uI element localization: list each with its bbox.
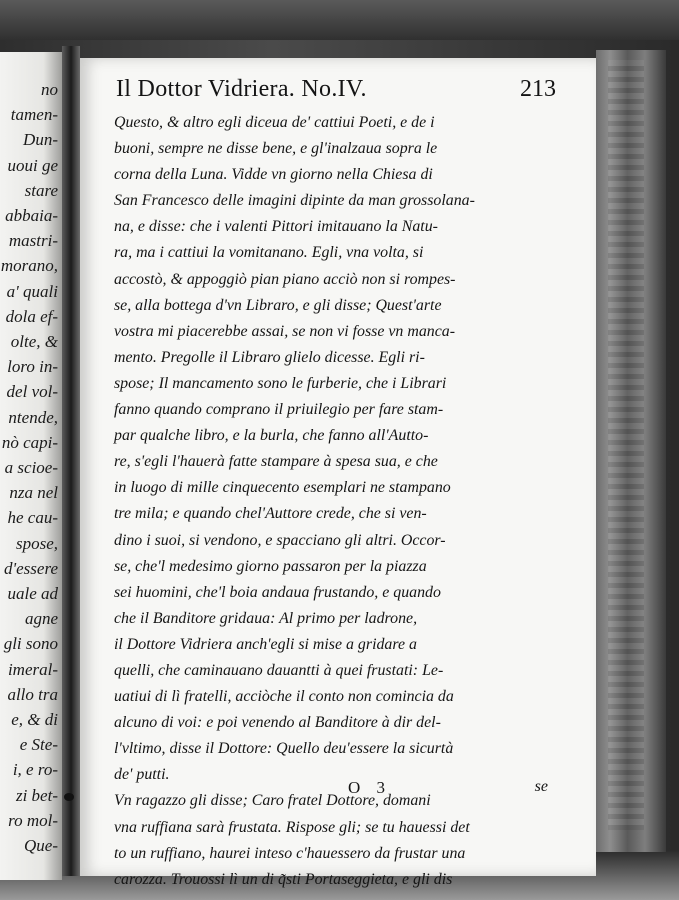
left-page-line: no [41, 80, 58, 99]
left-page-line: ro mol- [8, 810, 58, 830]
text-line: se, che'l medesimo giorno passaron per la piazza [114, 557, 427, 575]
left-page-line: mastri- [8, 231, 58, 251]
left-page-line: tamen- [10, 105, 58, 125]
left-page-line: morano, [0, 256, 58, 276]
left-page-line: Que- [24, 836, 58, 855]
left-page-line: agne [24, 609, 58, 629]
left-page-line: nò capi- [1, 432, 58, 452]
text-line: alcuno di voi: e poi venendo al Banditore à dir del- [114, 714, 441, 732]
left-page-line: i, e ro- [12, 760, 58, 780]
text-line: se, alla bottega d'vn Libraro, e gli disse; Quest'arte [114, 296, 442, 314]
text-line: to un ruffiano, haurei inteso c'hauessero da frustar una [114, 844, 466, 862]
text-line: corna della Luna. Vidde vn giorno nella Chiesa di [114, 166, 433, 184]
body-text [114, 110, 560, 893]
left-page-line: stare [24, 180, 58, 200]
text-line: Vn ragazzo gli disse; Caro fratel Dottore, domani [114, 792, 431, 810]
text-line: de' putti. [114, 766, 170, 784]
text-line: l'vltimo, disse il Dottore: Quello deu'essere la sicurtà [114, 740, 454, 758]
left-page-line: gli sono [3, 634, 58, 654]
left-page-line: imeral- [7, 659, 58, 679]
text-line: mento. Pregolle il Libraro glielo dicesse. Egli ri- [114, 348, 425, 366]
left-page-line: uoui ge [7, 155, 58, 175]
text-line: ra, ma i cattiui la vomitanano. Egli, vna volta, si [114, 244, 424, 262]
page-footer [114, 778, 560, 804]
text-line: spose; Il mancamento sono le furberie, che i Librari [114, 374, 447, 392]
text-line: uatiui di lì fratelli, acciòche il conto non comincia da [114, 688, 454, 706]
ink-blot [64, 793, 74, 801]
book-gutter [62, 46, 80, 876]
left-page-line: loro in- [7, 357, 58, 377]
catchword: se [534, 778, 548, 795]
text-line: in luogo di mille cinquecento esemplari ne stampano [114, 479, 451, 497]
text-line: quelli, che caminauano dauantti à quei frustati: Le- [114, 661, 444, 679]
text-line: che il Banditore gridaua: Al primo per ladrone, [114, 609, 418, 627]
running-title: Il Dottor Vidriera. No.IV. [116, 76, 367, 102]
left-page-line: he cau- [7, 508, 58, 528]
signature-mark: O 3 [348, 778, 392, 797]
left-page-line: e, & di [11, 710, 58, 729]
text-line: na, e disse: che i valenti Pittori imitauano la Natu- [114, 218, 438, 236]
text-line: par qualche libro, e la burla, che fanno all'Autto- [114, 427, 429, 445]
running-head [116, 76, 556, 110]
page-number: 213 [520, 76, 556, 102]
text-line: re, s'egli l'hauerà fatte stampare à spesa sua, e che [114, 453, 438, 471]
left-page-line: allo tra [7, 684, 58, 704]
left-page-line: a scioe- [4, 458, 58, 477]
left-page-line: d'essere [4, 558, 58, 578]
text-line: carozza. Trouossi lì un di q̃sti Portaseggieta, e gli dis [114, 870, 453, 888]
text-line: fanno quando comprano il priuilegio per fare stam- [114, 401, 444, 419]
left-page-line: zi bet- [15, 785, 58, 805]
left-page-line: nza nel [9, 483, 58, 503]
left-page-line: ntende, [8, 407, 58, 427]
left-page-line: e Ste- [19, 735, 58, 755]
left-page-line: del vol- [6, 382, 58, 402]
left-page-line: olte, & [10, 332, 58, 351]
left-page-line: spose, [15, 533, 58, 553]
text-line: vostra mi piacerebbe assai, se non vi fosse vn manca- [114, 322, 455, 340]
text-line: Questo, & altro egli diceua de' cattiui Poeti, e de i [114, 114, 435, 131]
text-line: il Dottore Vidriera anch'egli si mise a gridare a [114, 635, 417, 653]
page-edges-stack [596, 50, 666, 852]
left-page-line: uale ad [7, 584, 58, 603]
text-line: accostò, & appoggiò pian piano acciò non si rompes- [114, 270, 456, 288]
left-page-line: Dun- [23, 130, 58, 150]
text-line: vna ruffiana sarà frustata. Rispose gli; se tu hauessi det [114, 818, 470, 836]
book-page-213 [80, 58, 596, 888]
left-page-line: abbaia- [5, 206, 58, 225]
left-page-line: a' quali [6, 281, 58, 301]
text-line: San Francesco delle imagini dipinte da man grossolana- [114, 192, 475, 210]
text-line: sei huomini, che'l boia andaua frustando, e quando [114, 583, 441, 601]
scan-top-edge [0, 0, 679, 40]
left-page-line: dola ef- [5, 306, 58, 326]
text-line: tre mila; e quando chel'Auttore crede, che si ven- [114, 505, 427, 523]
text-line: dino i suoi, si vendono, e spacciano gli altri. Occor- [114, 531, 446, 549]
text-line: buoni, sempre ne disse bene, e gl'inalzaua sopra le [114, 140, 438, 158]
facing-page-left [0, 52, 62, 880]
